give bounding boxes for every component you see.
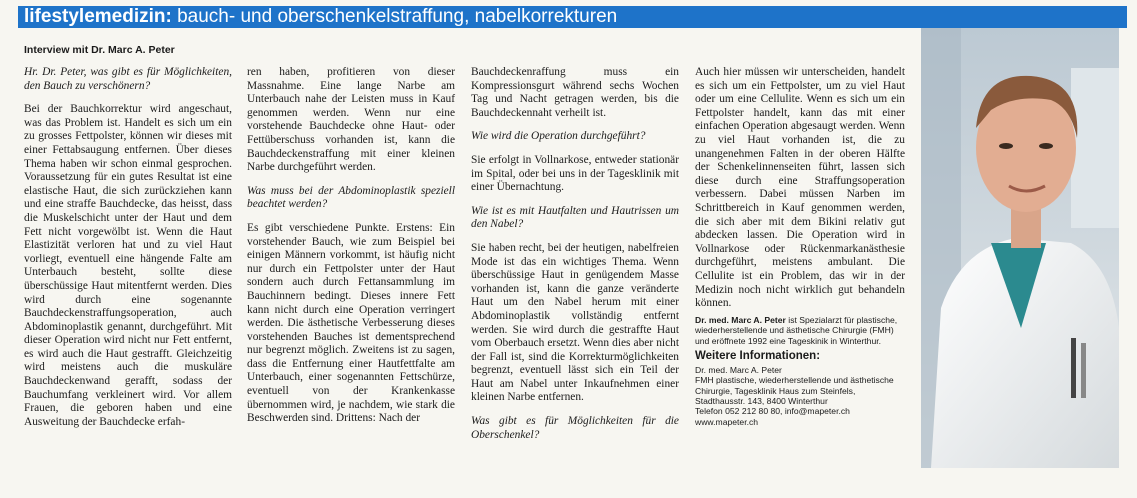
author-bio — [695, 315, 905, 347]
question-5: Was gibt es für Möglichkeiten für die Oberschenkel? — [471, 415, 679, 441]
column-1 — [24, 66, 232, 429]
bio-name: Dr. med. Marc A. Peter — [695, 314, 786, 325]
banner-category: lifestylemedizin: — [24, 6, 172, 27]
answer-2-part-2: Bauchdeckenraffung muss ein Kompressionsgurt während sechs Wochen Tag und Nacht getragen werden, bis die Bauchdeckennaht verheilt ist. — [471, 66, 679, 119]
info-heading: Weitere Informationen: — [695, 350, 821, 363]
column-4 — [695, 66, 905, 427]
contact-name: Dr. med. Marc A. Peter — [695, 364, 782, 375]
contact-info — [695, 365, 905, 427]
answer-1-part-1: Bei der Bauchkorrektur wird angeschaut, was das Problem ist. Handelt es sich um ein zu grosses Fettpolster, können wir dieses mit einer Fettabsaugung entfernen. Über dieses Thema haben wir schon einmal gesprochen. Voraussetzung für ein gutes Resultat ist eine elastische Haut, die sich zurückziehen kann und eine straffe Bauchdecke, das heisst, dass die Muskelschicht unter der Haut und dem Fett nicht vorgewölbt ist. Wenn die Haut Elastizität verloren hat und zu viel Haut vorliegt, eventuell eine hängende Falte am Unterbauch besteht, sollte diese überschüssige Haut mitentfernt werden. Dies wird durch eine sogenannte Bauchdeckenstraffungsoperation, auch Abdominoplastik genannt, durchgeführt. Mit dieser Operation wird nicht nur Fett entfernt, es wird auch die Haut gestrafft. Gleichzeitig wird meistens auch die muskuläre Bauchdeckenwand gerafft, sodass der Bauchumfang verkleinert wird. Vor allem Frauen, die geboren haben und eine Ausweitung der Bauchdecke erfah- — [24, 103, 232, 428]
bio-text: ist Spezialarzt für plastische, wiederherstellende und ästhetische Chirurgie (FMH) und eröffnete 1992 eine Tageskinik in Winterthur. — [695, 314, 898, 346]
contact-website: www.mapeter.ch — [695, 416, 759, 427]
article-banner — [18, 6, 1127, 28]
contact-address: FMH plastische, wiederherstellende und ästhetische Chirurgie, Tagesklinik Haus zum Steinfels, Stadthausstr. 143, 8400 Winterthur — [695, 375, 894, 406]
answer-4: Sie haben recht, bei der heutigen, nabelfreien Mode ist das ein wichtiges Thema. Wenn überschüssige Haut in genügendem Masse vorhanden ist, kann die ganze veränderte Haut um den Nabel herum mit einer Abdominoplastik vollständig entfernt werden. Sie wird durch die gestraffte Haut vom Oberbauch ersetzt. Wenn dies aber nicht der Fall ist, sind die Korrekturmöglichkeiten begrenzt, eventuell lässt sich ein Teil der Haut am Nabel unter Inkaufnehmen einer kleinen Narbe entfernen. — [471, 241, 679, 404]
answer-5: Auch hier müssen wir unterscheiden, handelt es sich um ein Fettpolster, um zu viel Haut oder um eine Cellulite. Wenn es sich um ein Fettpolster handelt, kann das mit einer einfachen Operation abgesaugt werden. Wenn zu viel Haut vorhanden ist, die zu unangenehmen Falten in der oberen Hälfte der Schenkelinnenseiten führt, lassen sich diese durch eine Straffungsoperation verbessern. Dabei müssen Narben im Schrittbereich in Kauf genommen werden, die sich aber mit dem Bikini relativ gut abdecken lassen. Die Operation wird in Vollnarkose oder Rückenmarkanästhesie durchgeführt, meistens ambulant. Die Cellulite ist ein Problem, das wir in der Medizin noch nicht wirklich gut behandeln können. — [695, 66, 905, 310]
contact-phone-email: Telefon 052 212 80 80, info@mapeter.ch — [695, 406, 850, 417]
doctor-portrait-image — [921, 28, 1119, 468]
column-2 — [247, 66, 455, 426]
question-4: Wie ist es mit Hautfalten und Hautrissen um den Nabel? — [471, 204, 679, 231]
doctor-photo — [921, 28, 1119, 468]
banner-title: bauch- und oberschenkelstraffung, nabelkorrekturen — [171, 6, 618, 27]
article-subtitle: Interview mit Dr. Marc A. Peter — [24, 44, 175, 56]
question-3: Wie wird die Operation durchgeführt? — [471, 130, 646, 143]
question-2: Was muss bei der Abdominoplastik speziell beachtet werden? — [247, 184, 455, 211]
question-1: Hr. Dr. Peter, was gibt es für Möglichkeiten, den Bauch zu verschönern? — [24, 66, 232, 92]
column-3 — [471, 66, 679, 452]
answer-1-part-2: ren haben, profitieren von dieser Massnahme. Eine lange Narbe am Unterbauch nahe der Leisten muss in Kauf genommen werden. Wenn nur eine vorstehende Bauchdecke ohne Haut- oder Fettüberschuss vorhanden ist, kann die Bauchdeckenstraffung mit einer kleinen Narbe durchgeführt werden. — [247, 66, 455, 174]
answer-2-part-1: Es gibt verschiedene Punkte. Erstens: Ein vorstehender Bauch, wie zum Beispiel bei einigen Männern vorkommt, ist häufig nicht nur durch ein Fettpolster unter der Haut sondern auch durch Fettansammlung im Bauchinnern bedingt. Dieses innere Fett kann nicht durch eine Operation verringert werden. Die ästhetische Verbesserung dieses vorstehenden Bauches ist dementsprechend nur begrenzt möglich. Zweitens ist zu sagen, dass die Entfernung einer Hautfettfalte am Unterbauch, einer sogenannten Fettschürze, eventuell von der Krankenkasse übernommen wird, je nachdem, wie stark die Beschwerden sind. Drittens: Nach der — [247, 221, 455, 425]
answer-3: Sie erfolgt in Vollnarkose, entweder stationär im Spital, oder bei uns in der Tagesklinik mit einer Übernachtung. — [471, 153, 679, 194]
